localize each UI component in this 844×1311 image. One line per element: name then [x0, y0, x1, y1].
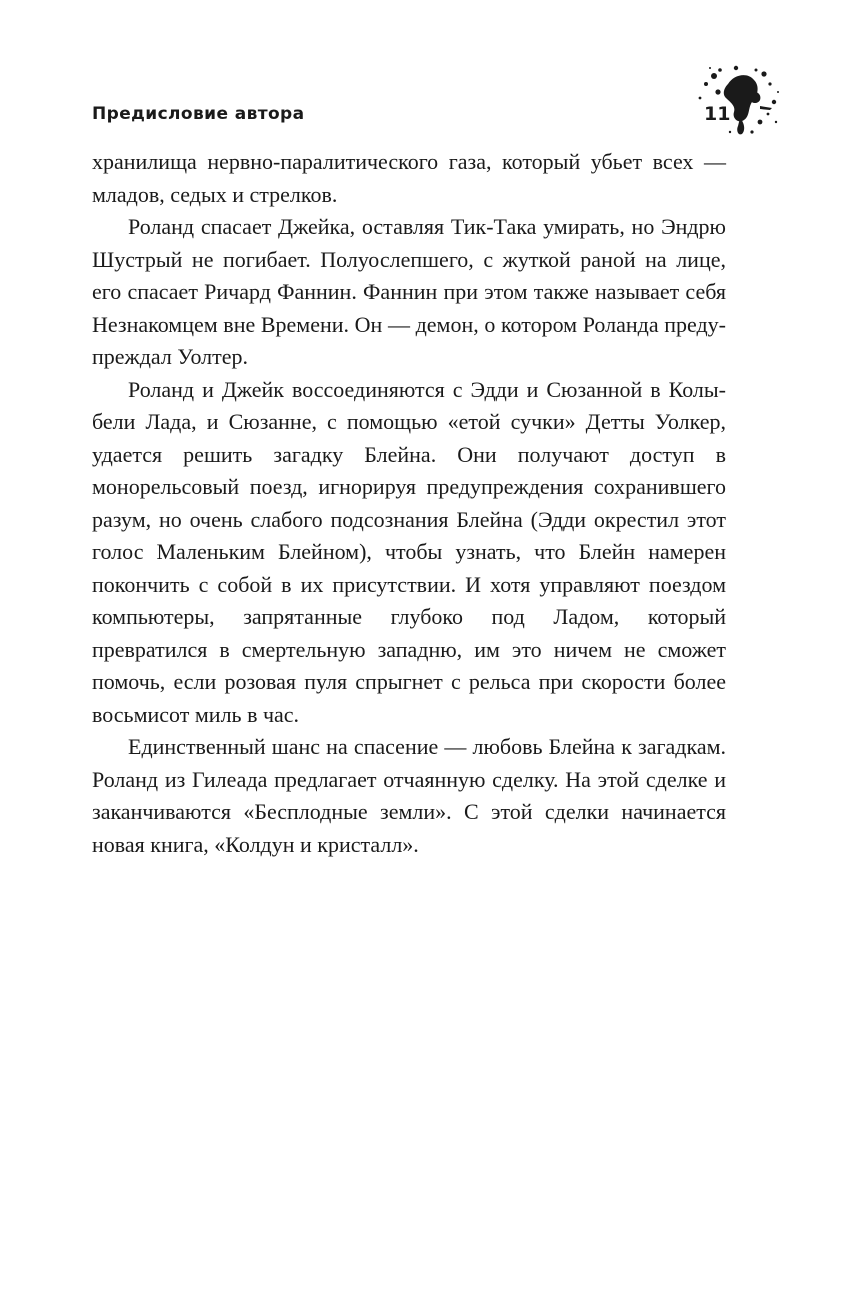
paragraph-2: Роланд спасает Джейка, оставляя Тик-Така умирать, но Эндрю Шустрый не погибает. Полуослепшего, с жуткой раной на лице, его спасает Ричард Фаннин. Фаннин при этом также называет себя Незнакомцем вне Времени. Он — демон, о котором Роланда предупреждал Уолтер. [92, 214, 726, 369]
ink-splatter-icon [690, 62, 782, 140]
page-number: 11 [704, 103, 731, 125]
page-number-ornament [690, 62, 782, 140]
paragraph-1: хранилища нервно-паралитического газа, который убьет всех — младов, седых и стрелков. [92, 149, 726, 207]
paragraph-3: Роланд и Джейк воссоединяются с Эдди и Сюзанной в Колыбели Лада, и Сюзанне, с помощью «етой сучки» Детты Уолкер, удается решить загадку Блейна. Они получают доступ в монорельсовый поезд, игнорируя предупреждения сохранившего разум, но очень слабого подсознания Блейна (Эдди окрестил этот голос Маленьким Блейном), чтобы узнать, что Блейн намерен покончить с собой в их присутствии. И хотя управляют поездом компьютеры, запрятанные глубоко под Ладом, который превратился в смертельную западню, им это ничем не сможет помочь, если розовая пуля спрыгнет с рельса при скорости более восьмисот миль в час. [92, 376, 726, 727]
paragraph-4: Единственный шанс на спасение — любовь Блейна к загадкам. Роланд из Гилеада предлагает отчаянную сделку. На этой сделке и заканчиваются «Бесплодные земли». С этой сделки начинается новая книга, «Колдун и кристалл». [92, 734, 726, 857]
running-title: Предисловие автора [92, 104, 305, 124]
body-text [92, 146, 726, 861]
